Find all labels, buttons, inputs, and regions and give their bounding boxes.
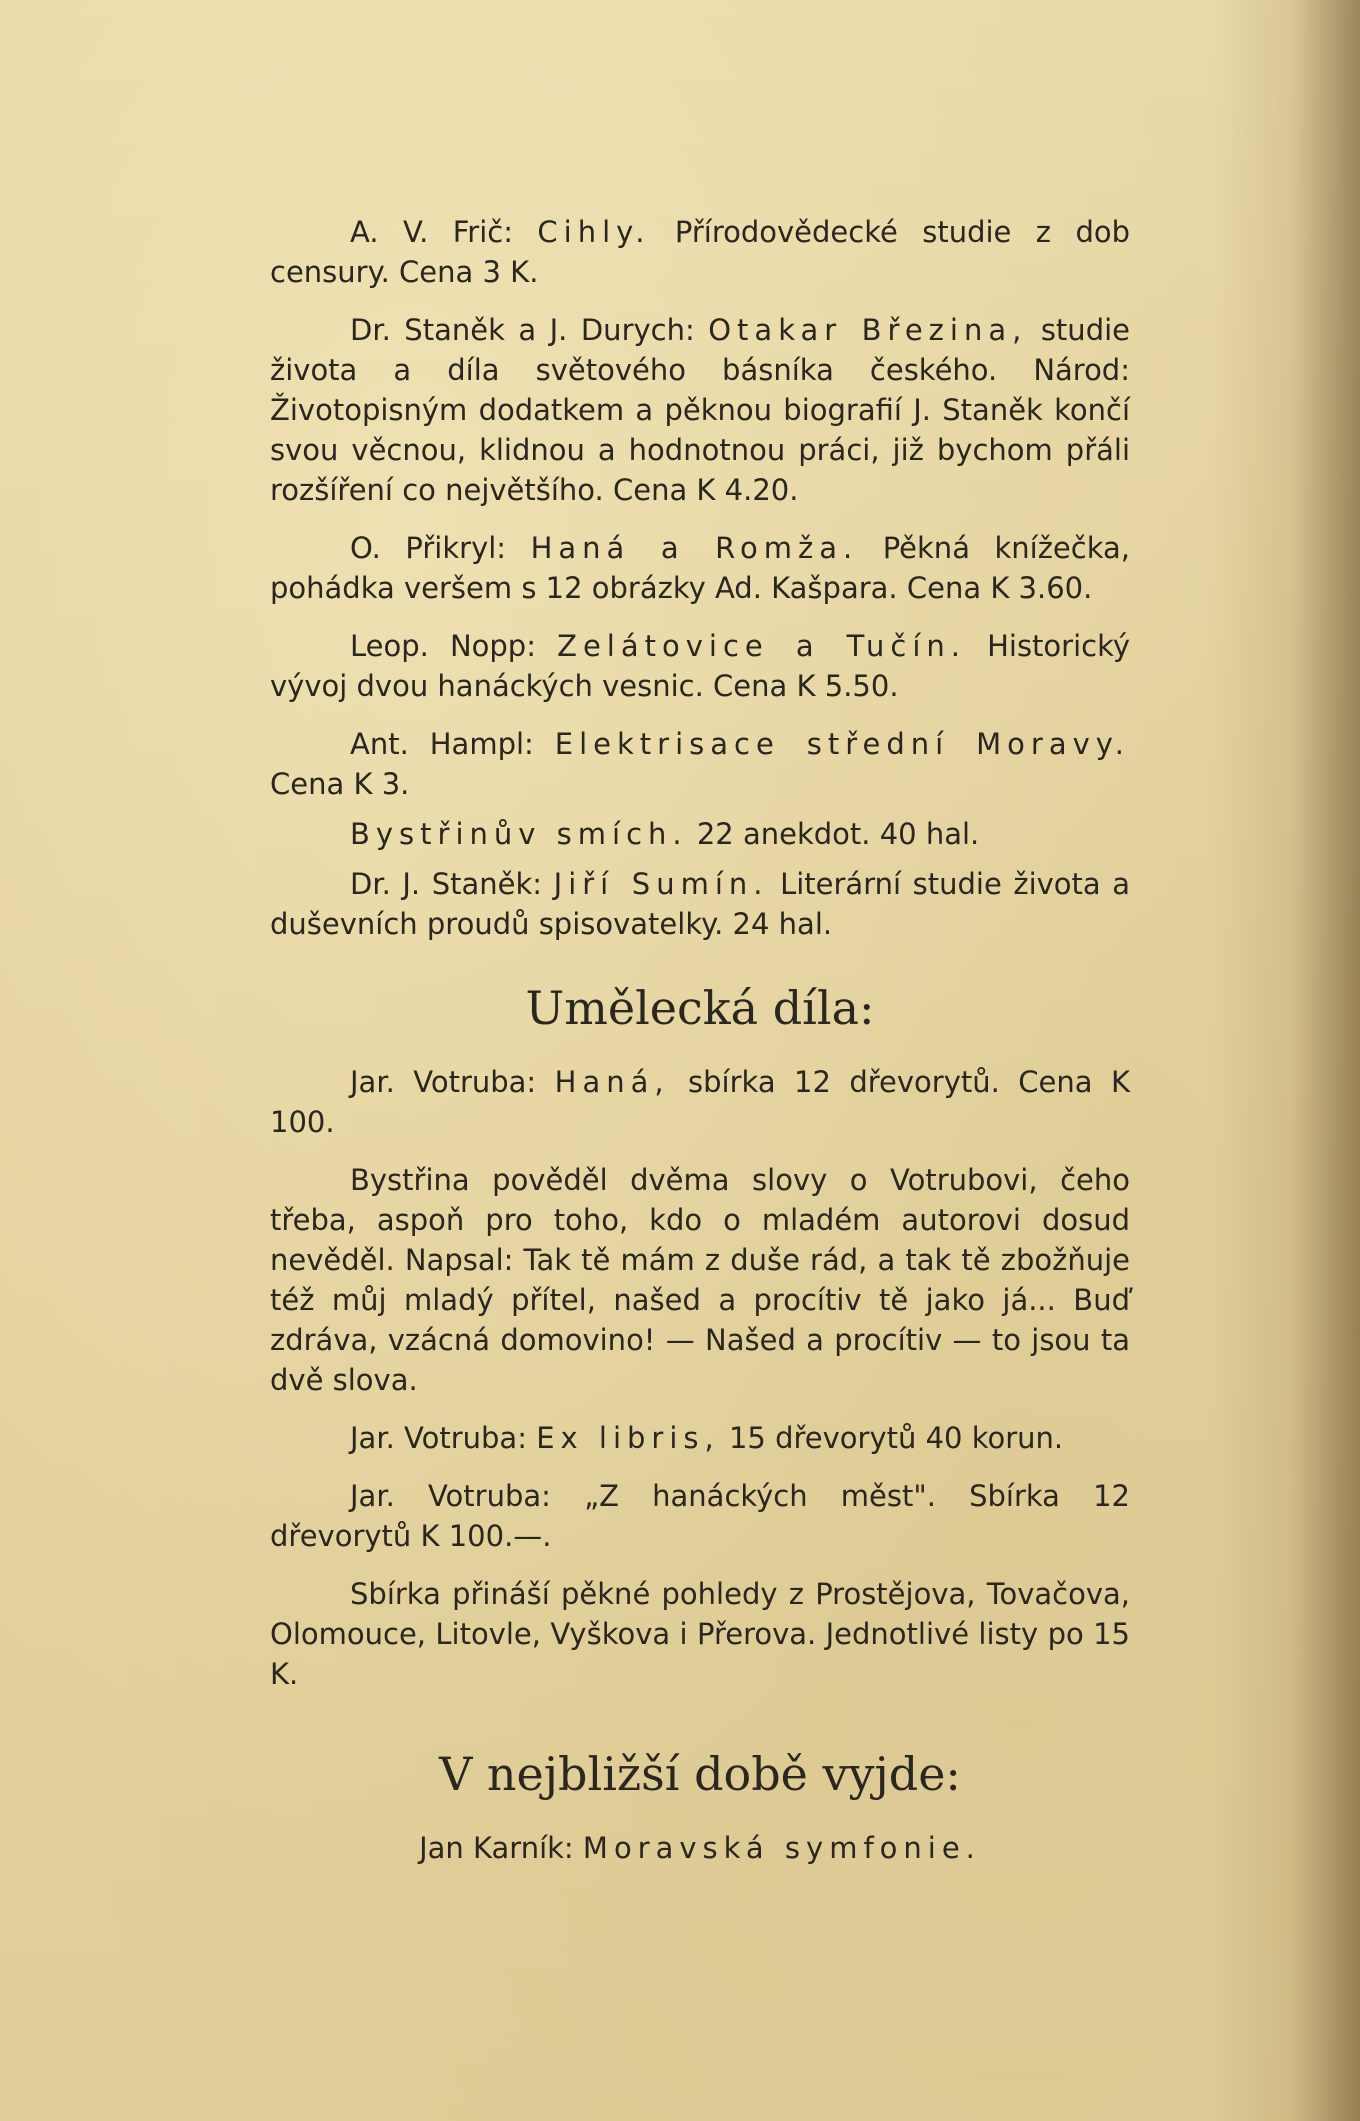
entry-description: Sbírka přináší pěkné pohledy z Prostějova, Tovačova, Olomouce, Litovle, Vyškova i Přerova. Jednotlivé listy po 15 K. <box>270 1577 1130 1691</box>
entry-description: sbírka 12 dřevorytů. Cena K 100. <box>270 1065 1130 1139</box>
entry-title: Zelátovice a Tučín. <box>557 629 966 663</box>
entry-bystrinuv-smich <box>270 814 1130 854</box>
entry-author: Jar. Votruba: <box>350 1065 537 1099</box>
entry-description: Bystřina pověděl dvěma slovy o Votrubovi, čeho třeba, aspoň pro toho, kdo o mladém autorovi dosud nevěděl. Napsal: Tak tě mám z duše rád, a tak tě zbožňuje též můj mladý přítel, našed a procítiv tě jako já... Buď zdráva, vzácná domovino! — Našed a procítiv — to jsou ta dvě slova. <box>270 1163 1130 1397</box>
entry-stanek-sumin <box>270 864 1130 944</box>
entry-title: Moravská symfonie. <box>582 1831 981 1865</box>
entry-title: Ex libris, <box>536 1421 720 1455</box>
section-heading-art-works: Umělecká díla: <box>525 981 875 1035</box>
entry-sbirka-pohledy <box>270 1574 1130 1694</box>
entry-title: Bystřinův smích. <box>350 817 688 851</box>
entry-title: „Z hanáckých měst". <box>584 1479 936 1513</box>
entry-description: Přírodovědecké studie z dob censury. Cena 3 K. <box>270 215 1131 289</box>
entry-description: 15 dřevorytů 40 korun. <box>728 1421 1064 1455</box>
entry-nopp <box>270 626 1130 706</box>
entry-karnik <box>270 1828 1130 1868</box>
entry-title: Jiří Sumín. <box>553 867 769 901</box>
entry-author: Dr. J. Staněk: <box>350 867 543 901</box>
entry-description: Cena K 3. <box>270 767 410 801</box>
entry-votruba-mest <box>270 1476 1130 1556</box>
entry-title: Elektrisace střední Moravy. <box>554 727 1130 761</box>
entry-author: Dr. Staněk a J. Durych: <box>350 313 695 347</box>
entry-description: Pěkná knížečka, pohádka veršem s 12 obrázky Ad. Kašpara. Cena K 3.60. <box>270 531 1130 605</box>
section-heading-upcoming: V nejbližší době vyjde: <box>439 1747 961 1801</box>
entry-description: Literární studie života a duševních proudů spisovatelky. 24 hal. <box>270 867 1131 941</box>
entry-prikryl <box>270 528 1130 608</box>
entry-author: Leop. Nopp: <box>350 629 536 663</box>
entry-title: Haná, <box>554 1065 670 1099</box>
entry-votruba-exlibris <box>270 1418 1130 1458</box>
entry-title: Cihly. <box>537 215 651 249</box>
entry-author: O. Přikryl: <box>350 531 507 565</box>
entry-description: studie života a díla světového básníka českého. Národ: Životopisným dodatkem a pěknou biografií J. Staněk končí svou věcnou, klidnou a hodnotnou práci, již bychom přáli rozšíření co největšího. Cena K 4.20. <box>270 313 1130 507</box>
entry-description: 22 anekdot. 40 hal. <box>696 817 980 851</box>
entry-author: A. V. Frič: <box>350 215 513 249</box>
entry-author: Jan Karník: <box>419 1831 574 1865</box>
entry-author: Jar. Votruba: <box>350 1421 527 1455</box>
entry-title: Haná a Romža. <box>530 531 859 565</box>
entry-fric <box>270 212 1130 292</box>
entry-bystrina-quote <box>270 1160 1130 1400</box>
page-edge-shadow <box>1210 0 1360 2121</box>
entry-stanek-durych <box>270 310 1130 510</box>
entry-description: Historický vývoj dvou hanáckých vesnic. Cena K 5.50. <box>270 629 1131 703</box>
entry-author: Jar. Votruba: <box>350 1479 551 1513</box>
entry-title: Otakar Březina, <box>708 313 1028 347</box>
advertisement-text <box>270 212 1130 1897</box>
entry-description: Sbírka 12 dřevorytů K 100.—. <box>270 1479 1131 1553</box>
entry-hampl <box>270 724 1130 804</box>
entry-votruba-hana <box>270 1062 1130 1142</box>
entry-author: Ant. Hampl: <box>350 727 534 761</box>
